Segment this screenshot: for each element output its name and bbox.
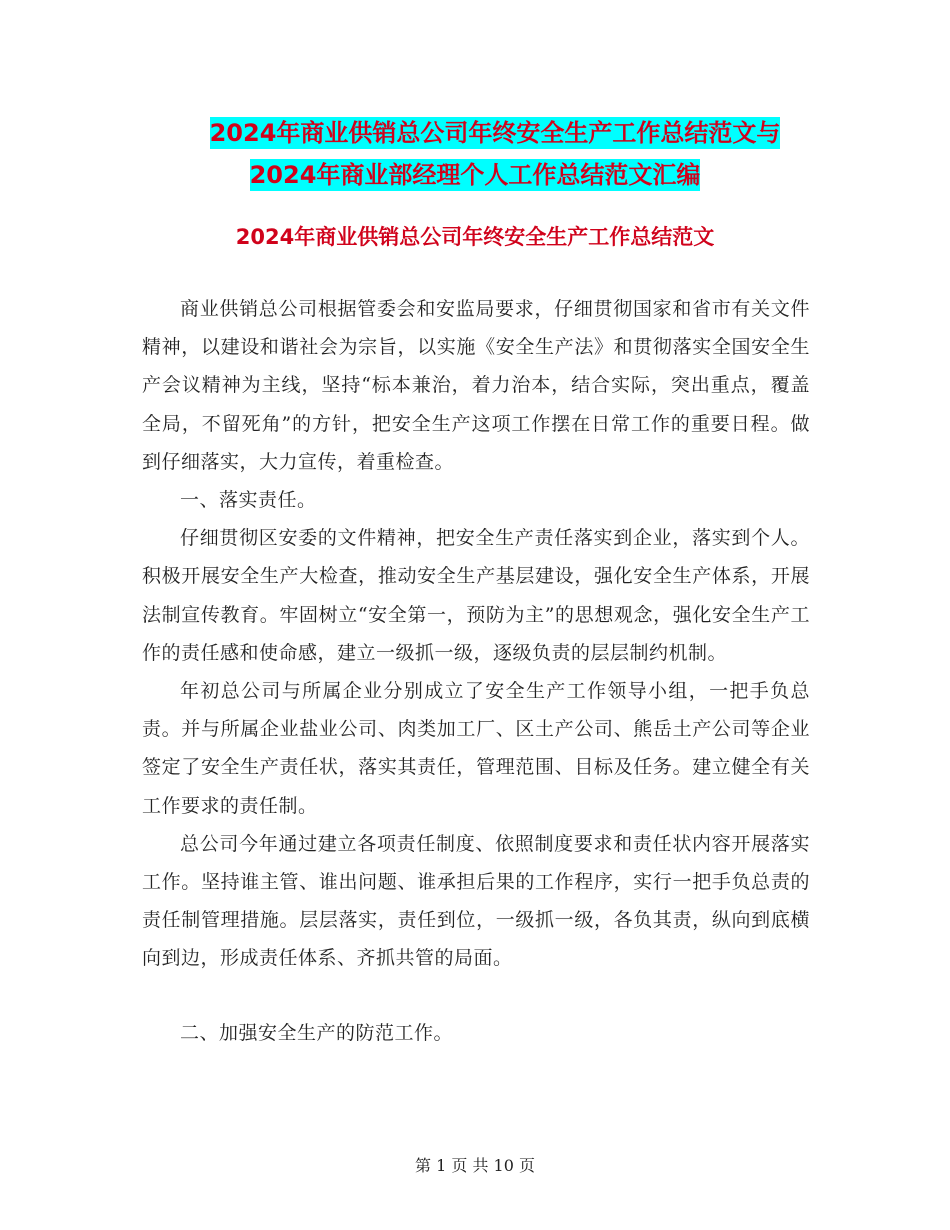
- paragraph: 总公司今年通过建立各项责任制度、依照制度要求和责任状内容开展落实工作。坚持谁主管、谁出问题、谁承担后果的工作程序，实行一把手负总责的责任制管理措施。层层落实，责任到位，一级抓一级，各负其责，纵向到底横向到边，形成责任体系、齐抓共管的局面。: [142, 832, 810, 970]
- document-title: [0, 112, 950, 196]
- paragraph-intro: 商业供销总公司根据管委会和安监局要求，仔细贯彻国家和省市有关文件精神，以建设和谐社会为宗旨，以实施《安全生产法》和贯彻落实全国安全生产会议精神为主线，坚持“标本兼治，着力治本，结合实际，突出重点，覆盖全局，不留死角”的方针，把安全生产这项工作摆在日常工作的重要日程。做到仔细落实，大力宣传，着重检查。: [142, 298, 810, 473]
- document-body: [142, 290, 810, 1052]
- page-footer: 第 1 页 共 10 页: [415, 1156, 535, 1175]
- title-line-2: 2024年商业部经理个人工作总结范文汇编: [249, 161, 701, 189]
- paragraph: 年初总公司与所属企业分别成立了安全生产工作领导小组，一把手负总责。并与所属企业盐业公司、肉类加工厂、区土产公司、熊岳土产公司等企业签定了安全生产责任状，落实其责任，管理范围、目标及任务。建立健全有关工作要求的责任制。: [142, 680, 810, 817]
- title-line-1: 2024年商业供销总公司年终安全生产工作总结范文与: [209, 119, 781, 147]
- paragraph: 仔细贯彻区安委的文件精神，把安全生产责任落实到企业，落实到个人。积极开展安全生产大检查，推动安全生产基层建设，强化安全生产体系，开展法制宣传教育。牢固树立“安全第一，预防为主”的思想观念，强化安全生产工作的责任感和使命感，建立一级抓一级，逐级负责的层层制约机制。: [142, 527, 810, 664]
- section-title: 2024年商业供销总公司年终安全生产工作总结范文: [235, 225, 715, 249]
- heading-1: 一、落实责任。: [180, 489, 317, 512]
- heading-2: 二、加强安全生产的防范工作。: [180, 1021, 454, 1044]
